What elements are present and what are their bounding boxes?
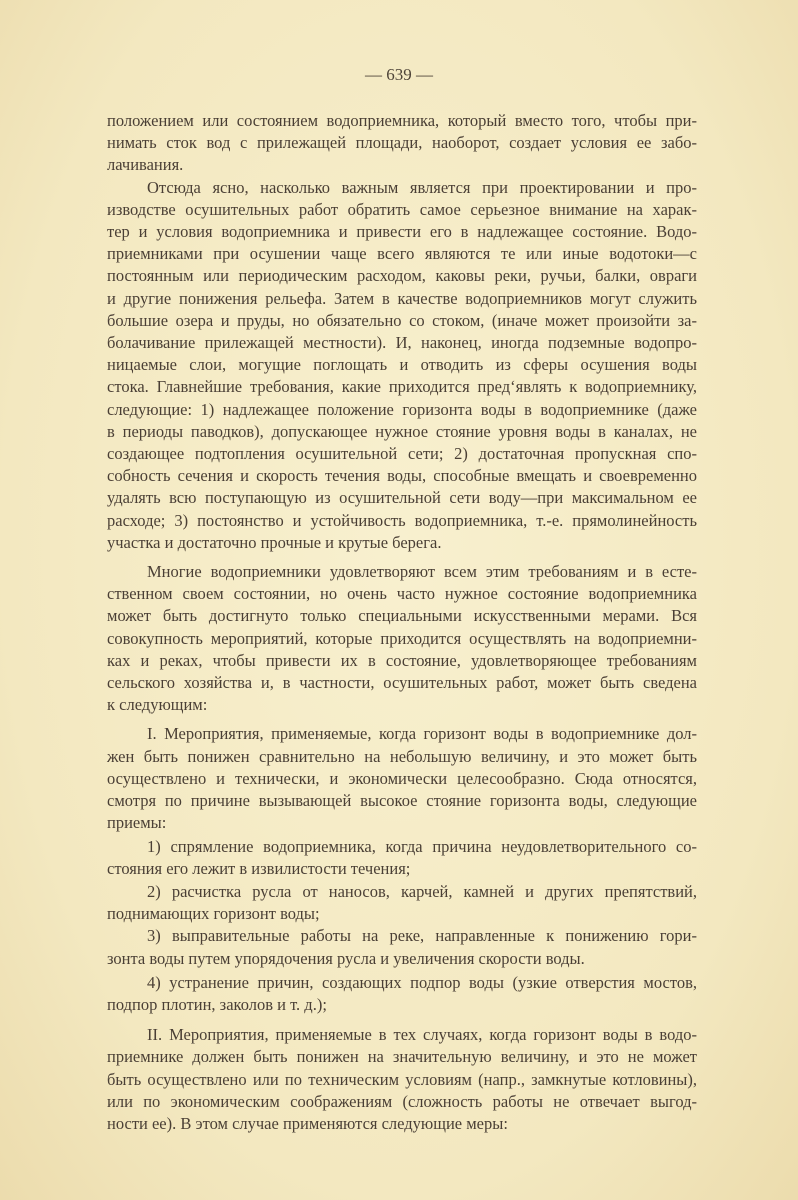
text-line: участка и достаточно прочные и крутые берега. (107, 532, 442, 552)
text-line: осуществлено и технически, и экономически целесообразно. Сюда относятся, (107, 768, 697, 788)
text-line: Многие водоприемники удовлетворяют всем этим требованиям и в есте- (147, 562, 697, 582)
text-line: Отсюда ясно, насколько важным является при проектировании и про- (147, 177, 697, 197)
page-number: — 639 — (365, 65, 433, 84)
text-line: может быть достигнуто только специальными искусственными мерами. Вся (107, 606, 697, 626)
text-line: изводстве осушительных работ обратить самое серьезное внимание на харак- (107, 199, 697, 219)
text-line: ственном своем состоянии, но очень часто нужное состояние водоприемника (107, 584, 697, 604)
text-line: большие озера и пруды, но обязательно со стоком, (иначе может произойти за- (107, 310, 697, 330)
text-line: лачивания. (107, 155, 184, 175)
text-line: ках и реках, чтобы привести их в состояние, удовлетворяющее требованиям (107, 650, 697, 670)
text-line: в периоды паводков), допускающее нужное стояние уровня воды в каналах, не (107, 421, 697, 441)
text-line: I. Мероприятия, применяемые, когда горизонт воды в водоприемнике дол- (147, 724, 697, 744)
text-line: подпор плотин, заколов и т. д.); (107, 994, 327, 1014)
paragraph (107, 972, 697, 1016)
text-line: стояния его лежит в извилистости течения; (107, 858, 411, 878)
text-line: II. Мероприятия, применяемые в тех случаях, когда горизонт воды в водо- (147, 1025, 697, 1045)
text-line: стока. Главнейшие требования, какие приходится пред‘являть к водоприемнику, (107, 377, 697, 397)
document-body (107, 110, 697, 1135)
text-line: собность сечения и скорость течения воды, способные вмещать и своевременно (107, 466, 697, 486)
text-line: 1) спрямление водоприемника, когда причина неудовлетворительного со- (147, 836, 697, 856)
paragraph (107, 110, 697, 177)
text-line: или по экономическим соображениям (сложность работы не отвечает выгод- (107, 1091, 697, 1111)
text-line: приемниками при осушении чаще всего являются те или иные водотоки—с (107, 244, 697, 264)
paragraph (107, 1024, 697, 1135)
text-line: удалять всю поступающую из осушительной сети воду—при максимальном ее (107, 488, 697, 508)
text-line: жен быть понижен сравнительно на небольшую величину, и это может быть (107, 746, 697, 766)
text-line: создающее подтопления осушительной сети; 2) достаточная пропускная спо- (107, 444, 697, 464)
paragraph (107, 561, 697, 716)
paragraph (107, 177, 697, 554)
text-line: сельского хозяйства и, в частности, осушительных работ, может быть сведена (107, 673, 697, 693)
text-line: следующие: 1) надлежащее положение горизонта воды в водоприемнике (даже (107, 399, 697, 419)
text-line: зонта воды путем упорядочения русла и увеличения скорости воды. (107, 948, 585, 968)
paragraph (107, 881, 697, 925)
text-line: смотря по причине вызывающей высокое стояние горизонта воды, следующие (107, 791, 697, 811)
paragraph (107, 925, 697, 969)
paragraph (107, 836, 697, 880)
text-line: поднимающих горизонт воды; (107, 904, 320, 924)
text-line: приемнике должен быть понижен на значительную величину, и это не может (107, 1047, 697, 1067)
text-line: быть осуществлено или по техническим условиям (напр., замкнутые котловины), (107, 1069, 697, 1089)
text-line: 3) выправительные работы на реке, направленные к понижению гори- (147, 926, 697, 946)
text-line: болачивание прилежащей местности). И, наконец, иногда подземные водопро- (107, 333, 697, 353)
paragraph (107, 723, 697, 834)
text-line: положением или состоянием водоприемника, который вместо того, чтобы при- (107, 111, 697, 130)
text-line: 4) устранение причин, создающих подпор воды (узкие отверстия мостов, (147, 972, 697, 992)
text-line: приемы: (107, 813, 167, 833)
text-line: тер и условия водоприемника и привести его в надлежащее состояние. Водо- (107, 222, 697, 242)
text-line: и другие понижения рельефа. Затем в качестве водоприемников могут служить (107, 288, 697, 308)
text-line: ницаемые слои, могущие поглощать и отводить из сферы осушения воды (107, 355, 697, 375)
text-line: постоянным или периодическим расходом, каковы реки, ручьи, балки, овраги (107, 266, 697, 286)
text-line: нимать сток вод с прилежащей площади, наоборот, создает условия ее забо- (107, 133, 697, 153)
text-line: 2) расчистка русла от наносов, карчей, камней и других препятствий, (147, 881, 697, 901)
text-line: расходе; 3) постоянство и устойчивость водоприемника, т.-е. прямолинейность (107, 510, 697, 530)
text-line: совокупность мероприятий, которые приходится осуществлять на водоприемни- (107, 628, 697, 648)
text-line: ности ее). В этом случае применяются следующие меры: (107, 1113, 508, 1133)
text-line: к следующим: (107, 695, 208, 715)
